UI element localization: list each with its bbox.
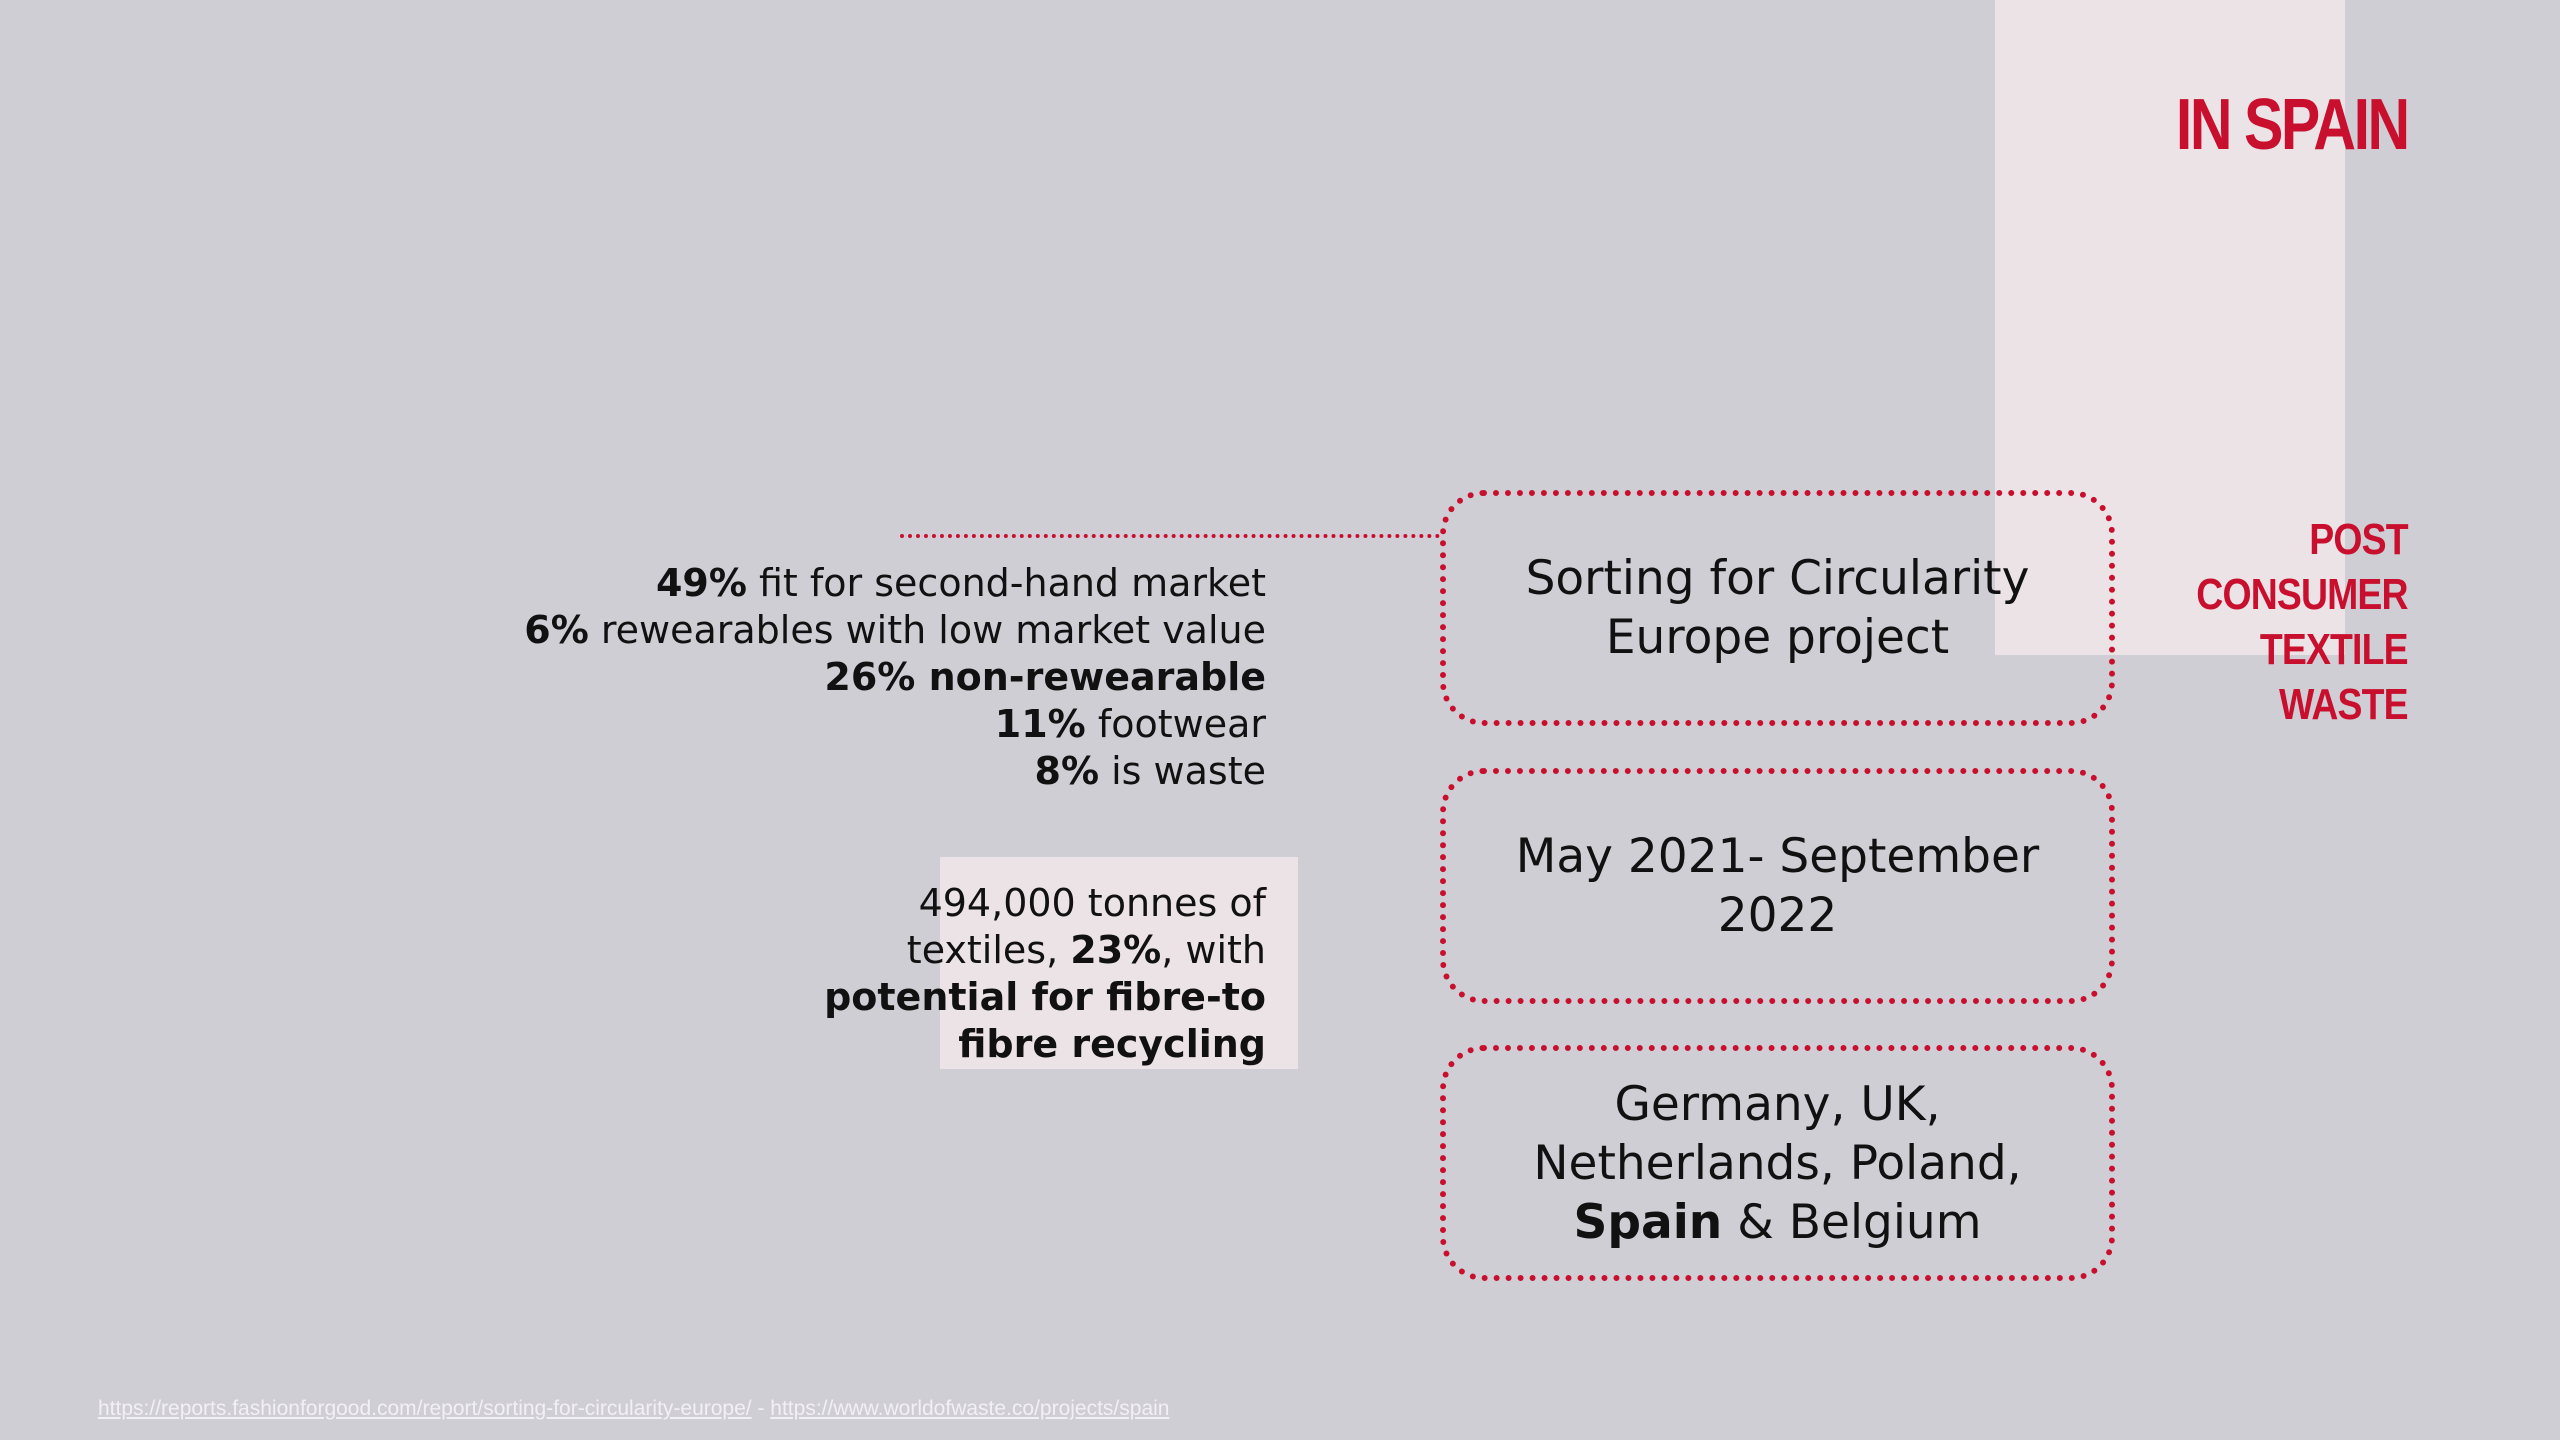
tonnes-line: 494,000 tonnes of [918, 881, 1266, 925]
composition-stats [524, 560, 1266, 795]
section-label-line: POST [2309, 515, 2408, 564]
stat-line [524, 701, 1266, 748]
tonnes-percent: 23% [1070, 928, 1162, 972]
stat-text: is waste [1099, 749, 1266, 793]
source-separator: - [751, 1397, 771, 1420]
stat-line [524, 654, 1266, 701]
stat-line [524, 607, 1266, 654]
stat-percent: 6% [524, 608, 589, 652]
stat-percent: 26% non-rewearable [824, 655, 1266, 699]
section-label-line: CONSUMER [2196, 570, 2408, 619]
tonnes-summary [824, 880, 1266, 1068]
project-line: Europe project [1605, 610, 1950, 665]
section-label-line: TEXTILE [2260, 625, 2408, 674]
source-links [98, 1397, 1169, 1421]
country-spain: Spain [1573, 1194, 1723, 1250]
stat-percent: 11% [994, 702, 1086, 746]
period-line: 2022 [1717, 888, 1838, 943]
period-box [1440, 768, 2115, 1004]
stat-percent: 8% [1034, 749, 1100, 793]
page-title: IN SPAIN [2176, 85, 2408, 165]
project-line: Sorting for Circularity [1525, 551, 2030, 606]
tonnes-text: , with [1161, 928, 1266, 972]
stat-text: rewearables with low market value [588, 608, 1266, 652]
countries-box [1440, 1045, 2115, 1281]
tonnes-line [824, 974, 1266, 1021]
source-link-worldofwaste[interactable]: https://www.worldofwaste.co/projects/spain [770, 1397, 1170, 1420]
countries-rest: & Belgium [1722, 1194, 1982, 1250]
section-label-line: WASTE [2279, 680, 2408, 729]
tonnes-emphasis: potential for fibre-to [824, 975, 1266, 1019]
section-label [2197, 512, 2408, 732]
tonnes-line [824, 1021, 1266, 1068]
tonnes-emphasis: fibre recycling [958, 1022, 1266, 1066]
tonnes-text: textiles, [906, 928, 1071, 972]
countries-line [1533, 1193, 2021, 1252]
stat-line [524, 560, 1266, 607]
stat-text: footwear [1085, 702, 1266, 746]
source-link-fashionforgood[interactable]: https://reports.fashionforgood.com/report/sorting-for-circularity-europe/ [98, 1397, 752, 1420]
tonnes-line [824, 927, 1266, 974]
dotted-connector-line [900, 534, 1440, 538]
stat-text: fit for second-hand market [746, 561, 1266, 605]
period-line: May 2021- September [1515, 829, 2040, 884]
stat-percent: 49% [655, 561, 747, 605]
countries-line: Netherlands, Poland, [1533, 1135, 2022, 1191]
stat-line [524, 748, 1266, 795]
project-box [1440, 490, 2115, 726]
countries-line: Germany, UK, [1614, 1076, 1941, 1132]
